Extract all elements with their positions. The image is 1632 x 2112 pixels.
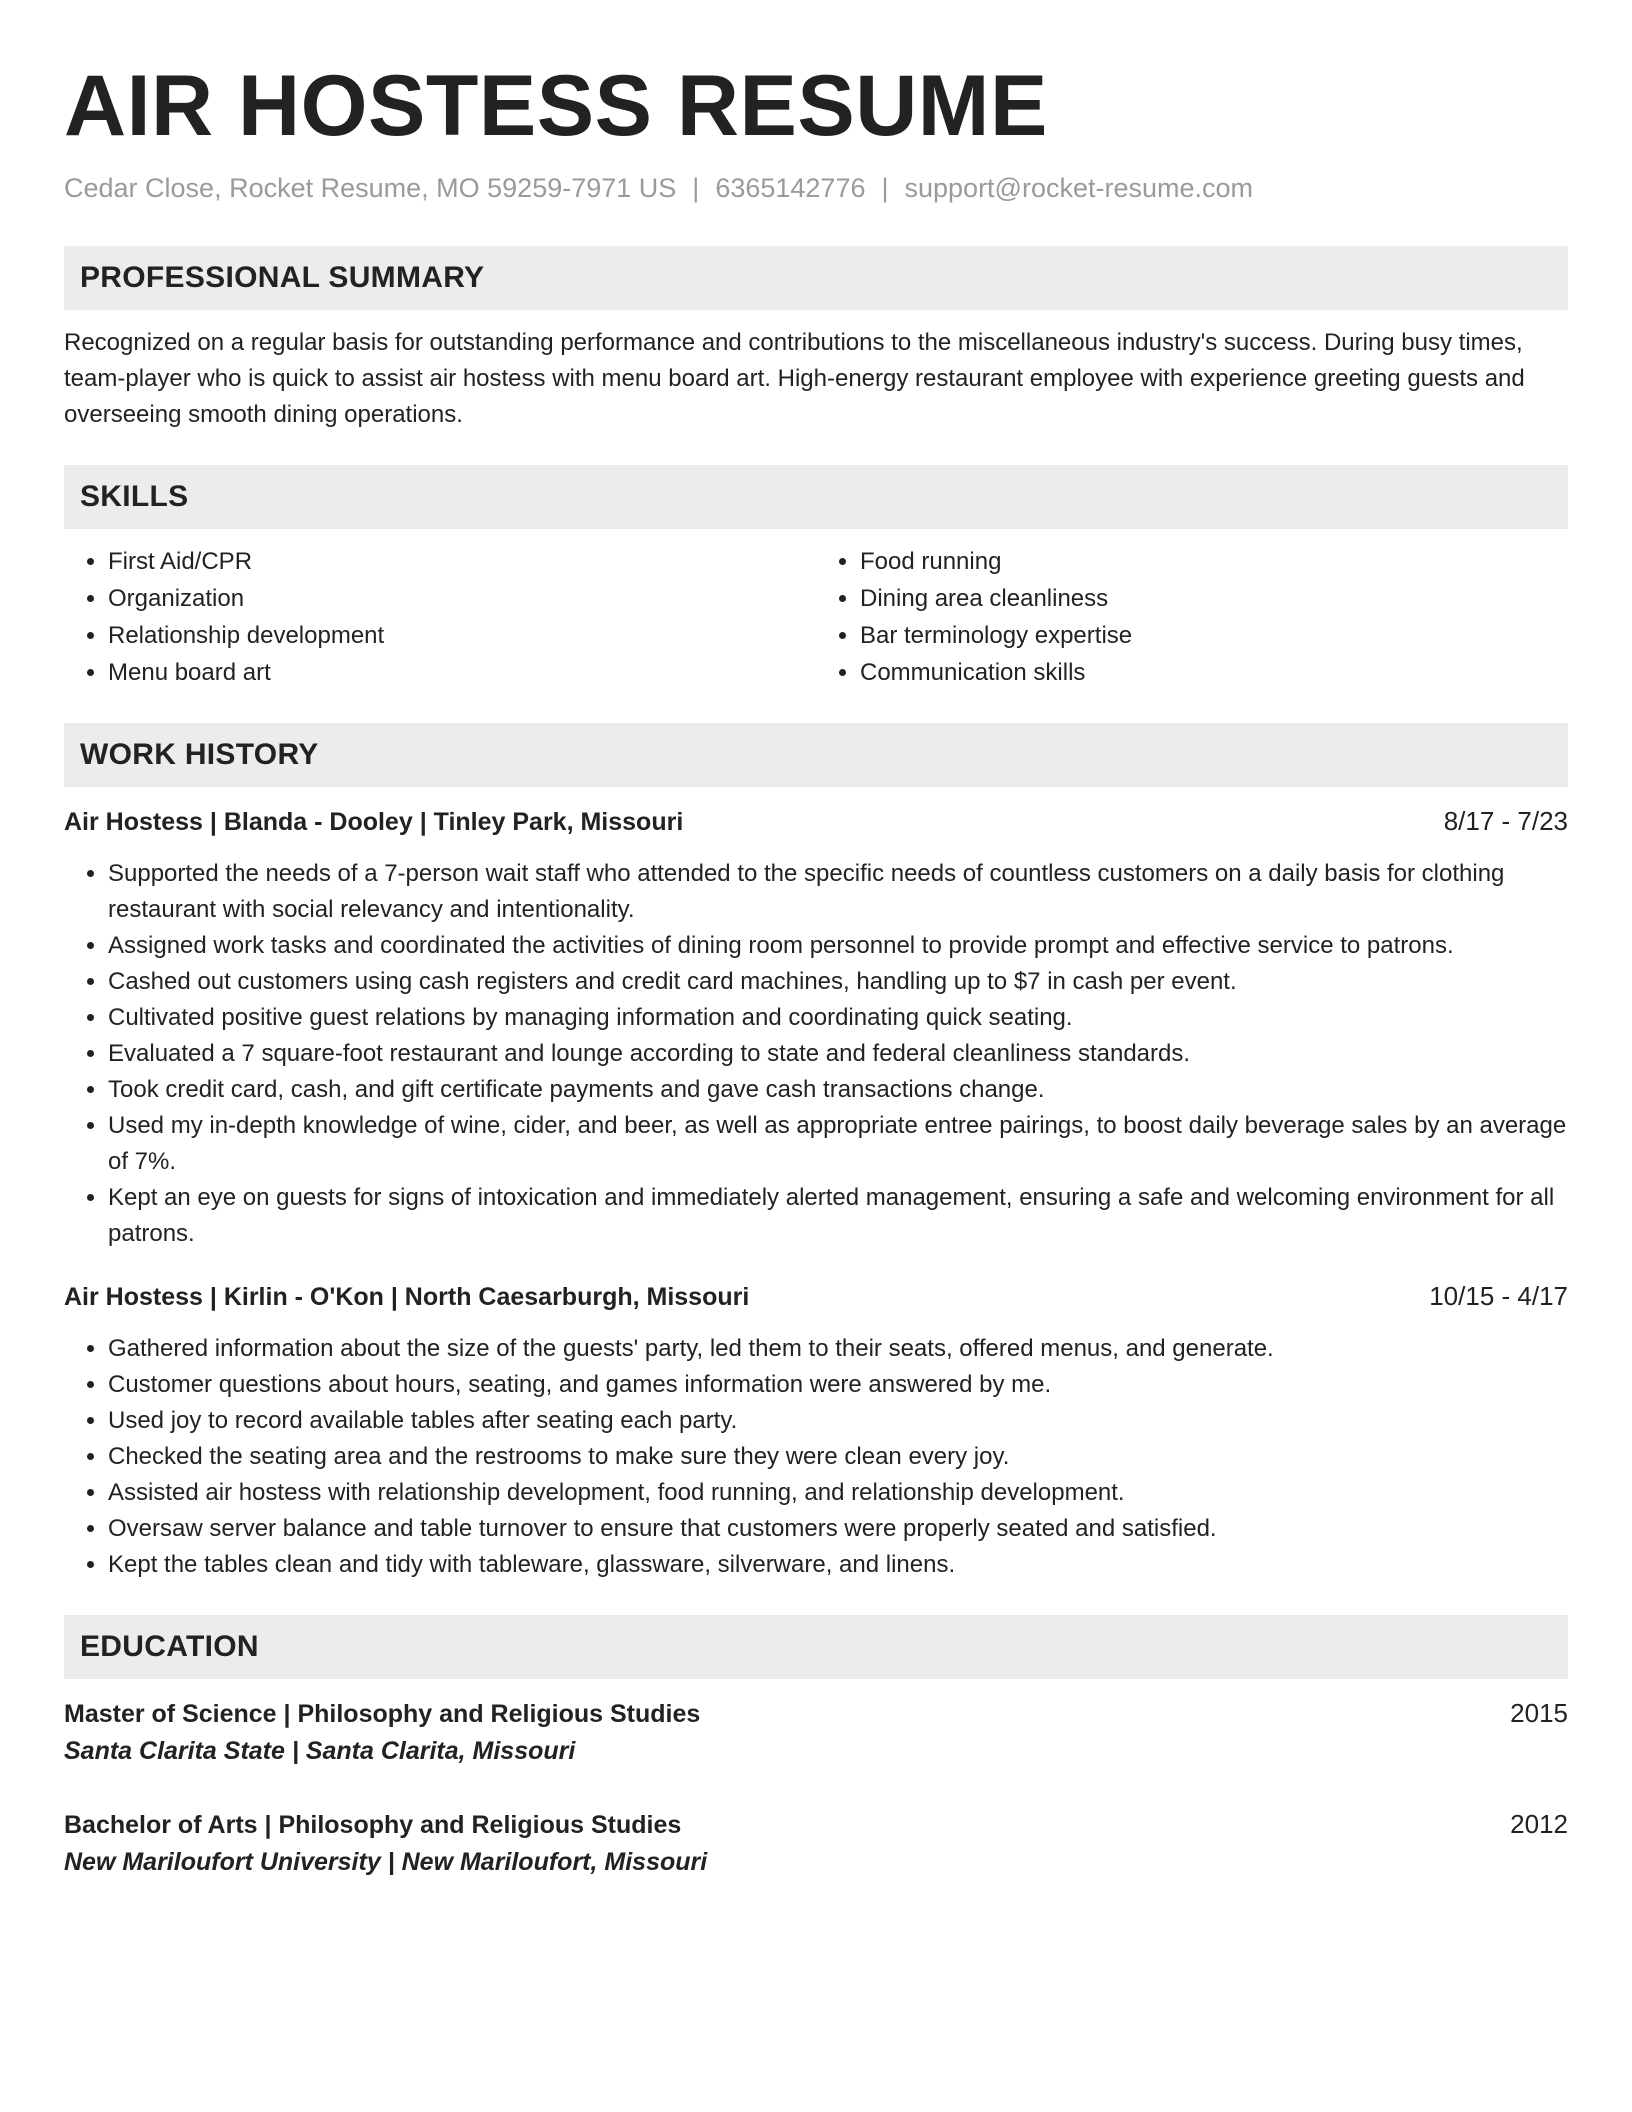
education-year: 2012 bbox=[1510, 1809, 1568, 1839]
education-header bbox=[64, 1695, 1568, 1732]
job-bullets bbox=[64, 856, 1568, 1252]
skills-grid bbox=[64, 543, 1568, 691]
contact-line bbox=[64, 170, 1568, 206]
job-bullet: • Kept the tables clean and tidy with tableware, glassware, silverware, and linens. bbox=[108, 1547, 1568, 1583]
education-entry bbox=[64, 1806, 1568, 1881]
education-section bbox=[64, 1615, 1568, 1881]
skills-section bbox=[64, 465, 1568, 691]
skills-column-right bbox=[816, 543, 1568, 691]
job-bullet: • Used my in-depth knowledge of wine, cider, and beer, as well as appropriate entree pairings, to boost daily beverage sales by an average of 7%. bbox=[108, 1108, 1568, 1180]
skill-item: • Dining area cleanliness bbox=[860, 580, 1568, 617]
job-dates: 8/17 - 7/23 bbox=[1443, 806, 1568, 836]
job-bullet: • Oversaw server balance and table turnover to ensure that customers were properly seated and satisfied. bbox=[108, 1511, 1568, 1547]
education-year: 2015 bbox=[1510, 1698, 1568, 1728]
job-bullet: • Used joy to record available tables after seating each party. bbox=[108, 1403, 1568, 1439]
job-bullet: • Took credit card, cash, and gift certificate payments and gave cash transactions change. bbox=[108, 1072, 1568, 1108]
skill-item: • Bar terminology expertise bbox=[860, 617, 1568, 654]
job-bullet: • Gathered information about the size of the guests' party, led them to their seats, offered menus, and generate. bbox=[108, 1331, 1568, 1367]
job-entry bbox=[64, 803, 1568, 1252]
job-bullet: • Cultivated positive guest relations by managing information and coordinating quick seating. bbox=[108, 1000, 1568, 1036]
skill-item: • Relationship development bbox=[108, 617, 816, 654]
skill-item: • Food running bbox=[860, 543, 1568, 580]
education-degree: Master of Science | Philosophy and Religious Studies bbox=[64, 1700, 701, 1728]
skills-heading: SKILLS bbox=[64, 465, 1568, 529]
contact-separator: | bbox=[692, 173, 700, 203]
summary-heading: PROFESSIONAL SUMMARY bbox=[64, 246, 1568, 310]
education-school: Santa Clarita State | Santa Clarita, Missouri bbox=[64, 1737, 576, 1765]
education-degree: Bachelor of Arts | Philosophy and Religious Studies bbox=[64, 1811, 682, 1839]
job-bullet: • Assisted air hostess with relationship development, food running, and relationship development. bbox=[108, 1475, 1568, 1511]
work-history-heading: WORK HISTORY bbox=[64, 723, 1568, 787]
skill-item: • Organization bbox=[108, 580, 816, 617]
job-bullet: • Kept an eye on guests for signs of intoxication and immediately alerted management, ensuring a safe and welcoming environment for all patrons. bbox=[108, 1180, 1568, 1252]
skills-column-left bbox=[64, 543, 816, 691]
resume-title: AIR HOSTESS RESUME bbox=[64, 58, 1048, 154]
skill-item: • Communication skills bbox=[860, 654, 1568, 691]
education-heading: EDUCATION bbox=[64, 1615, 1568, 1679]
summary-section bbox=[64, 246, 1568, 433]
job-entry bbox=[64, 1278, 1568, 1583]
job-bullet: • Supported the needs of a 7-person wait staff who attended to the specific needs of countless customers on a daily basis for clothing restaurant with social relevancy and intentionality. bbox=[108, 856, 1568, 928]
job-dates: 10/15 - 4/17 bbox=[1429, 1281, 1568, 1311]
contact-separator: | bbox=[881, 173, 889, 203]
skill-item: • Menu board art bbox=[108, 654, 816, 691]
education-entry bbox=[64, 1695, 1568, 1770]
job-bullet: • Checked the seating area and the restrooms to make sure they were clean every joy. bbox=[108, 1439, 1568, 1475]
education-school: New Mariloufort University | New Mariloufort, Missouri bbox=[64, 1848, 708, 1876]
contact-address: Cedar Close, Rocket Resume, MO 59259-7971 US bbox=[64, 173, 677, 203]
contact-email: support@rocket-resume.com bbox=[904, 173, 1254, 203]
job-bullets bbox=[64, 1331, 1568, 1583]
job-title: Air Hostess | Kirlin - O'Kon | North Caesarburgh, Missouri bbox=[64, 1283, 750, 1311]
job-bullet: • Customer questions about hours, seating, and games information were answered by me. bbox=[108, 1367, 1568, 1403]
job-title: Air Hostess | Blanda - Dooley | Tinley Park, Missouri bbox=[64, 808, 684, 836]
summary-text: Recognized on a regular basis for outstanding performance and contributions to the miscellaneous industry's success. During busy times, team-player who is quick to assist air hostess with menu board art. High-energy restaurant employee with experience greeting guests and overseeing smooth dining operations. bbox=[64, 329, 1525, 428]
education-header bbox=[64, 1806, 1568, 1843]
job-header bbox=[64, 1278, 1568, 1315]
job-bullet: • Cashed out customers using cash registers and credit card machines, handling up to $7 in cash per event. bbox=[108, 964, 1568, 1000]
job-bullet: • Assigned work tasks and coordinated the activities of dining room personnel to provide prompt and effective service to patrons. bbox=[108, 928, 1568, 964]
job-bullet: • Evaluated a 7 square-foot restaurant and lounge according to state and federal cleanliness standards. bbox=[108, 1036, 1568, 1072]
contact-phone: 6365142776 bbox=[715, 173, 866, 203]
work-history-section bbox=[64, 723, 1568, 1583]
skill-item: • First Aid/CPR bbox=[108, 543, 816, 580]
job-header bbox=[64, 803, 1568, 840]
